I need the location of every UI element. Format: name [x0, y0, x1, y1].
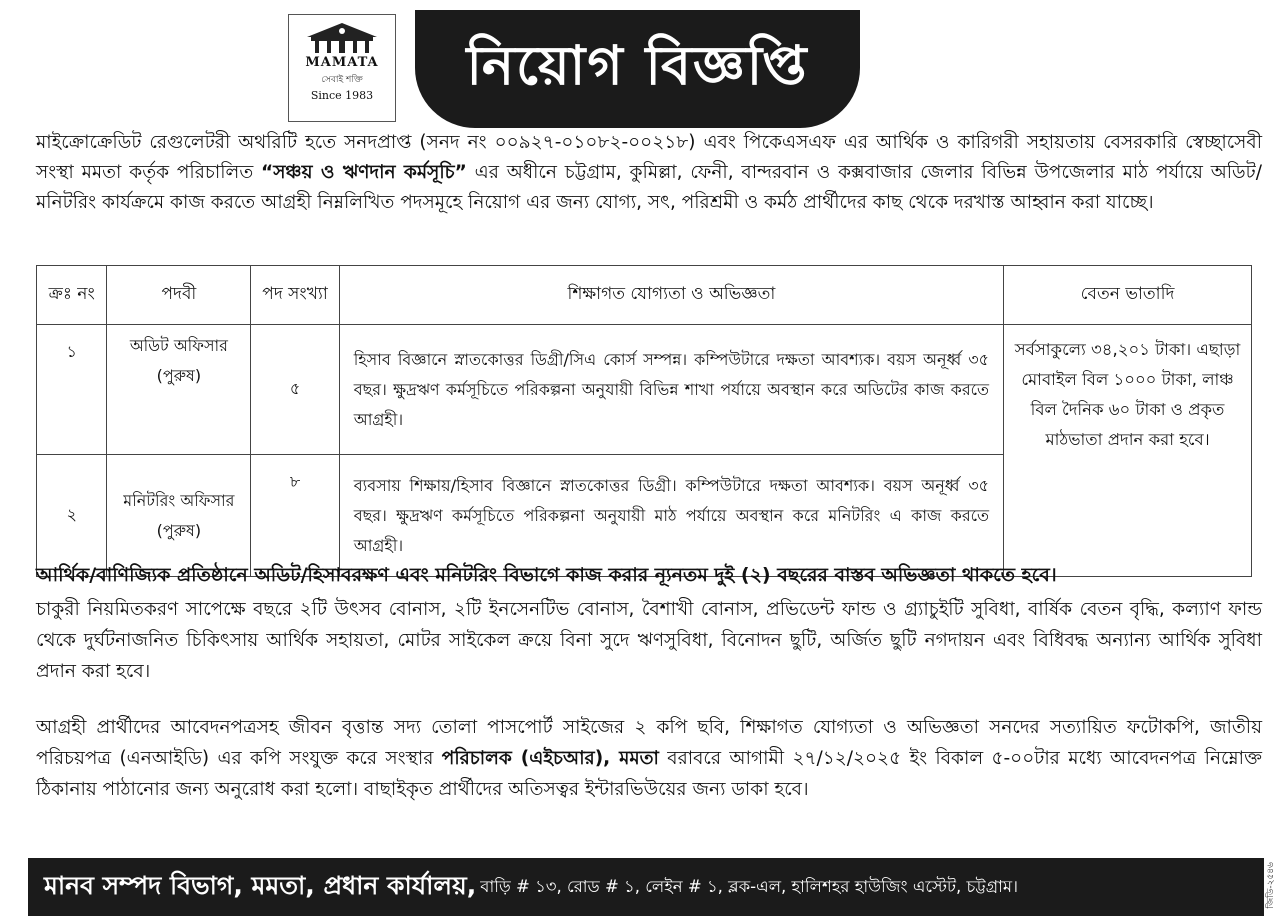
header-qualification: শিক্ষাগত যোগ্যতা ও অভিজ্ঞতা — [339, 266, 1003, 325]
logo-tagline: সেবাই শক্তি — [321, 75, 363, 85]
header-serial: ক্রঃ নং — [37, 266, 107, 325]
header-salary: বেতন ভাতাদি — [1004, 266, 1252, 325]
logo-name: MAMATA — [305, 55, 379, 70]
table-header-row — [37, 266, 1252, 325]
post-title: অডিট অফিসার — [129, 336, 228, 355]
title-banner — [415, 10, 860, 128]
house-logo-icon — [305, 21, 379, 55]
post-gender: (পুরুষ) — [156, 520, 202, 540]
table-row — [37, 325, 1252, 455]
footer-address: বাড়ি # ১৩, রোড # ১, লেইন # ১, ব্লক-এল, হালিশহর হাউজিং এস্টেট, চট্টগ্রাম। — [480, 876, 1018, 896]
program-name: “সঞ্চয় ও ঋণদান কর্মসূচি” — [261, 162, 467, 183]
experience-requirement: আর্থিক/বাণিজ্যিক প্রতিষ্ঠানে অডিট/হিসাবরক্ষণ এবং মনিটরিং বিভাগে কাজ করার ন্যূনতম দুই (২) বছরের বাস্তব অভিজ্ঞতা থাকতে হবে। — [36, 564, 1057, 586]
row-post — [107, 325, 251, 455]
logo-since: Since 1983 — [310, 89, 374, 102]
benefits-paragraph: চাকুরী নিয়মিতকরণ সাপেক্ষে বছরে ২টি উৎসব বোনাস, ২টি ইনসেনটিভ বোনাস, বৈশাখী বোনাস, প্রভিডেন্ট ফান্ড ও গ্র্যাচুইটি সুবিধা, বার্ষিক বেতন বৃদ্ধি, কল্যাণ ফান্ড থেকে দুর্ঘটনাজনিত চিকিৎসায় আর্থিক সহায়তা, মোটর সাইকেল ক্রয়ে বিনা সুদে ঋণসুবিধা, বিনোদন ছুটি, অর্জিত ছুটি নগদায়ন এবং বিধিবদ্ধ অন্যান্য আর্থিক সুবিধা প্রদান করা হবে। — [36, 599, 1262, 682]
intro-text-2: এর অধীনে চট্টগ্রাম, কুমিল্লা, ফেনী, বান্দরবান ও কক্সবাজার জেলার বিভিন্ন উপজেলার মাঠ পর্যায়ে অডিট/মনিটরিং কার্যক্রমে কাজ করতে আগ্রহী নিম্নলিখিত পদসমূহে নিয়োগ এর জন্য যোগ্য, সৎ, পরিশ্রমী ও কর্মঠ প্রার্থীদের কাছ থেকে দরখাস্ত আহ্বান করা যাচ্ছে। — [36, 162, 1262, 213]
intro-paragraph — [36, 128, 1262, 218]
footer-department: মানব সম্পদ বিভাগ, মমতা, প্রধান কার্যালয়, — [44, 870, 477, 900]
side-code: জিডি-২৫৪৬ — [1266, 862, 1276, 909]
post-title: মনিটরিং অফিসার — [123, 490, 235, 510]
apply-text-2: বরাবরে আগামী ২৭/১২/২০২৫ ইং বিকাল ৫-০০টার মধ্যে আবেদনপত্র নিম্নোক্ত ঠিকানায় পাঠানোর জন্য অনুরোধ করা হলো। বাছাইকৃত প্রার্থীদের অতিসত্বর ইন্টারভিউয়ের জন্য ডাকা হবে। — [36, 748, 1262, 800]
row-serial: ১ — [37, 325, 107, 455]
apply-text-1: আগ্রহী প্রার্থীদের আবেদনপত্রসহ জীবন বৃত্তান্ত সদ্য তোলা পাসপোর্ট সাইজের ২ কপি ছবি, শিক্ষাগত যোগ্যতা ও অভিজ্ঞতা সনদের সত্যায়িত ফটোকপি, জাতীয় পরিচয়পত্র (এনআইডি) এর কপি সংযুক্ত করে সংস্থার — [36, 717, 1262, 769]
header-post: পদবী — [107, 266, 251, 325]
intro-text-1: মাইক্রোক্রেডিট রেগুলেটরী অথরিটি হতে সনদপ্রাপ্ত (সনদ নং ০০৯২৭-০১০৮২-০০২১৮) এবং পিকেএসএফ এর আর্থিক ও কারিগরী সহায়তায় বেসরকারি স্বেচ্ছাসেবী সংস্থা মমতা কর্তৃক পরিচালিত — [36, 132, 1262, 183]
row-count: ৫ — [251, 325, 339, 455]
post-gender: (পুরুষ) — [156, 366, 202, 385]
mamata-logo — [288, 14, 396, 122]
footer-address-bar — [28, 858, 1264, 916]
apply-recipient: পরিচালক (এইচআর), মমতা — [441, 748, 659, 769]
row-count: ৮ — [251, 455, 339, 577]
salary-cell: সর্বসাকুল্যে ৩৪,২০১ টাকা। এছাড়া মোবাইল বিল ১০০০ টাকা, লাঞ্চ বিল দৈনিক ৬০ টাকা ও প্রকৃত মাঠভাতা প্রদান করা হবে। — [1004, 325, 1252, 577]
row-qualification: ব্যবসায় শিক্ষায়/হিসাব বিজ্ঞানে স্নাতকোত্তর ডিগ্রী। কম্পিউটারে দক্ষতা আবশ্যক। বয়স অনূর্ধ্ব ৩৫ বছর। ক্ষুদ্রঋণ কর্মসূচিতে পরিকল্পনা অনুযায়ী মাঠ পর্যায়ে অবস্থান করে মনিটরিং এ কাজ করতে আগ্রহী। — [339, 455, 1003, 577]
row-serial: ২ — [37, 455, 107, 577]
page-title: নিয়োগ বিজ্ঞপ্তি — [466, 34, 809, 97]
row-qualification: হিসাব বিজ্ঞানে স্নাতকোত্তর ডিগ্রী/সিএ কোর্স সম্পন্ন। কম্পিউটারে দক্ষতা আবশ্যক। বয়স অনূর্ধ্ব ৩৫ বছর। ক্ষুদ্রঋণ কর্মসূচিতে পরিকল্পনা অনুযায়ী বিভিন্ন শাখা পর্যায়ে অবস্থান করে অডিটের কাজ করতে আগ্রহী। — [339, 325, 1003, 455]
header-count: পদ সংখ্যা — [251, 266, 339, 325]
positions-table — [36, 265, 1252, 577]
row-post — [107, 455, 251, 577]
application-paragraph — [36, 712, 1262, 805]
